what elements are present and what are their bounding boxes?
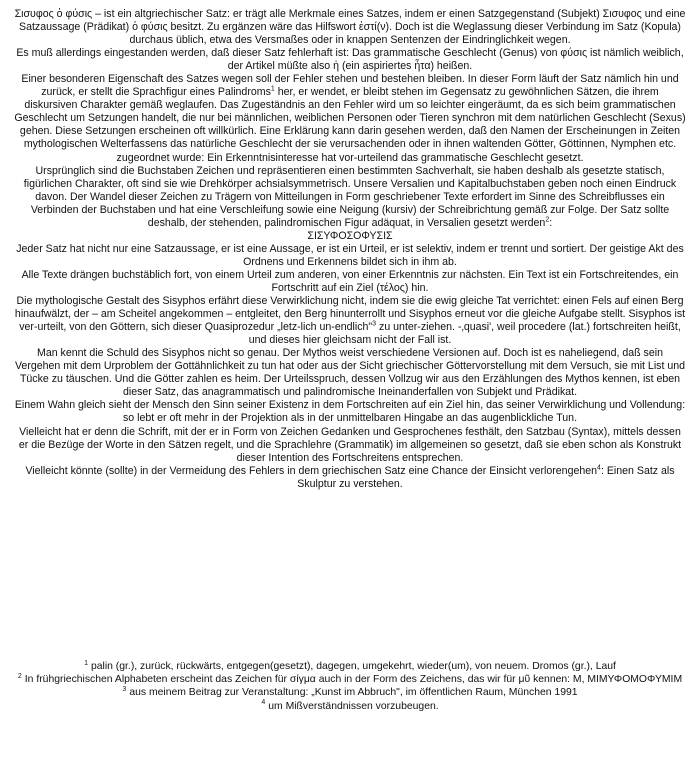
paragraph: Einer besonderen Eigenschaft des Satzes wegen soll der Fehler stehen und bestehen bleiben. In dieser Form läuft der Satz nämlich hin und zurück, er stellt die Sprachfigur eines Palindroms$^1$ her, er wendet, er bleibt stehen im Gegensatz zu gewöhnlichen Sätzen, die ihrem diskursiven Charakter gemäß weglaufen. Das Zugeständnis an den Fehler wird um so leichter eingeräumt, da es sich beim grammatischen Geschlecht um Setzungen handelt, die nur bei männlichen, weiblichen Personen oder Tieren synchron mit dem natürlichen Geschlecht (Sexus) gehen. Diese Setzungen erscheinen oft willkürlich. Eine Erklärung kann darin gesehen werden, daß den Namen der Erscheinungen in Zeiten mythologischen Welterfassens das natürliche Geschlecht der sie verursachenden oder in ihnen waltenden Götter, Göttinnen, Nymphen etc. zugeordnet wurde: Ein Erkenntnisinteresse hat vor-urteilend das grammatische Geschlecht gesetzt.: [14, 73, 686, 164]
essay-body: [14, 8, 686, 491]
paragraph: Einem Wahn gleich sieht der Mensch den Sinn seiner Existenz in dem Fortschreiten auf ein Ziel hin, das seiner Verwirklichung und Vollendung: so lebt er oft mehr in der Projektion als in der unmittelbaren Hingabe an das augenblickliche Tun.: [14, 399, 686, 425]
footnote-number: 1: [84, 659, 88, 667]
footnote-marker: 4: [597, 464, 601, 472]
footnote: $^4$ um Mißverständnissen vorzubeugen.: [261, 699, 439, 712]
footnote: $^1$ palin (gr.), zurück, rückwärts, entgegen(gesetzt), dagegen, umgekehrt, wieder(um), von neuem. Dromos (gr.), Lauf: [84, 659, 616, 672]
footnote: $^2$ In frühgriechischen Alphabeten erscheint das Zeichen für σίγμα auch in der Form des Zeichens, das wir für μῦ kennen: M, ΜΙΜΥΦΟΜΟΦΥΜΙΜ: [17, 672, 683, 686]
palindrome-line: ΣΙΣΥΦΟΣΟΦΥΣΙΣ: [307, 229, 393, 242]
paragraph: Vielleicht hat er denn die Schrift, mit der er in Form von Zeichen Gedanken und Gesprochenes festhält, den Satzbau (Syntax), mittels dessen er die Bezüge der Worte in den Sätzen regelt, und die Sprachlehre (Grammatik) im allgemeinen so gesetzt, daß sie eben schon als Konstrukt dieser Intention des Fortschreitens entsprechen.: [18, 425, 682, 464]
paragraph: Die mythologische Gestalt des Sisyphos erfährt diese Verwirklichung nicht, indem sie die ewig gleiche Tat verrichtet: einen Fels auf einen Berg hinaufwälzt, der – am Scheitel angekommen – entgleitet, den Berg hinunterrollt und Sisyphos erneut vor die gleiche Aufgabe stellt. Sisyphos ist ver-urteilt, von den Göttern, sich dieser Quasiprozedur „letz-lich un-endlich"$^3$ zu unter-ziehen. -‚quasi', weil procedere (lat.) fortschreiten heißt, und dieses hier gleichsam nicht der Fall ist.: [14, 295, 686, 347]
footnote-marker: 2: [545, 216, 550, 224]
paragraph: Es muß allerdings eingestanden werden, daß dieser Satz fehlerhaft ist: Das grammatische Geschlecht (Genus) von φύσις ist nämlich weiblich, der Artikel müßte also ἡ (ein aspiriertes ἦτα) heißen.: [16, 47, 684, 73]
paragraph: Man kennt die Schuld des Sisyphos nicht so genau. Der Mythos weist verschiedene Versionen auf. Doch ist es naheliegend, daß sein Vergehen mit dem Urproblem der Gottähnlichkeit zu tun hat oder aus der Sicht griechischer Göttervorstellung mit dem Versuch, sie mit List und Tücke zu täuschen. Und die Götter zahlen es heim. Der Urteilsspruch, dessen Vollzug wir aus den Erzählungen des Mythos kennen, ist eben dieser Satz, das anagrammatisch und palindromische Ineinanderfallen von Subjekt und Prädikat.: [14, 347, 686, 399]
footnote-marker: 1: [270, 85, 275, 93]
paragraph: Σισυφος ὁ φύσις – ist ein altgriechischer Satz: er trägt alle Merkmale eines Satzes, indem er einen Satzgegenstand (Subjekt) Σισυφος und eine Satzaussage (Prädikat) ὁ φύσις besitzt. Zu ergänzen wäre das Hilfswort ἐστί(ν). Doch ist die Weglassung dieser Verbindung im Satz (Kopula) durchaus üblich, etwa des Versmaßes oder in knappen Sentenzen der Eindringlichkeit wegen.: [14, 8, 686, 47]
footnote-number: 4: [261, 699, 266, 707]
footnotes: [14, 660, 686, 713]
footnote-number: 3: [122, 685, 127, 693]
paragraph: Ursprünglich sind die Buchstaben Zeichen und repräsentieren einen bestimmten Sachverhalt, sie haben deshalb als gesetzte statisch, figürlichen Charakter, oft sind sie wie Drehkörper achsialsymmetrisch. Unsere Versalien und Kapitalbuchstaben geben noch einen Eindruck davon. Der Wandel dieser Zeichen zu Trägern von Mitteilungen in Form geschriebener Texte erfordert im Sinne des Schreibflusses ein Verbinden der Buchstaben und hat eine Verschleifung sowie eine Neigung (kursiv) der Schreibrichtung gemäß zur Folge. Der Satz sollte deshalb, der stehenden, palindromischen Figur adäquat, in Versalien gesetzt werden$^2$:: [23, 164, 677, 229]
footnote: $^3$ aus meinem Beitrag zur Veranstaltung: „Kunst im Abbruch", im öffentlichen Raum, München 1991: [122, 685, 578, 699]
footnote-number: 2: [17, 672, 22, 680]
paragraph: Alle Texte drängen buchstäblich fort, von einem Urteil zum anderen, von einer Erkenntnis zur nächsten. Ein Text ist ein Fortschreitendes, ein Fortschritt auf ein Ziel (τέλος) hin.: [21, 268, 679, 294]
paragraph: Jeder Satz hat nicht nur eine Satzaussage, er ist eine Aussage, er ist ein Urteil, er ist selektiv, indem er trennt und sortiert. Der geistige Akt des Ordnens und Erkennens bildet sich in ihm ab.: [16, 242, 684, 268]
footnote-marker: 3: [372, 320, 377, 328]
paragraph: Vielleicht könnte (sollte) in der Vermeidung des Fehlers in dem griechischen Satz eine Chance der Einsicht verlorengehen$^4$: Einen Satz als Skulptur zu verstehen.: [25, 464, 675, 490]
